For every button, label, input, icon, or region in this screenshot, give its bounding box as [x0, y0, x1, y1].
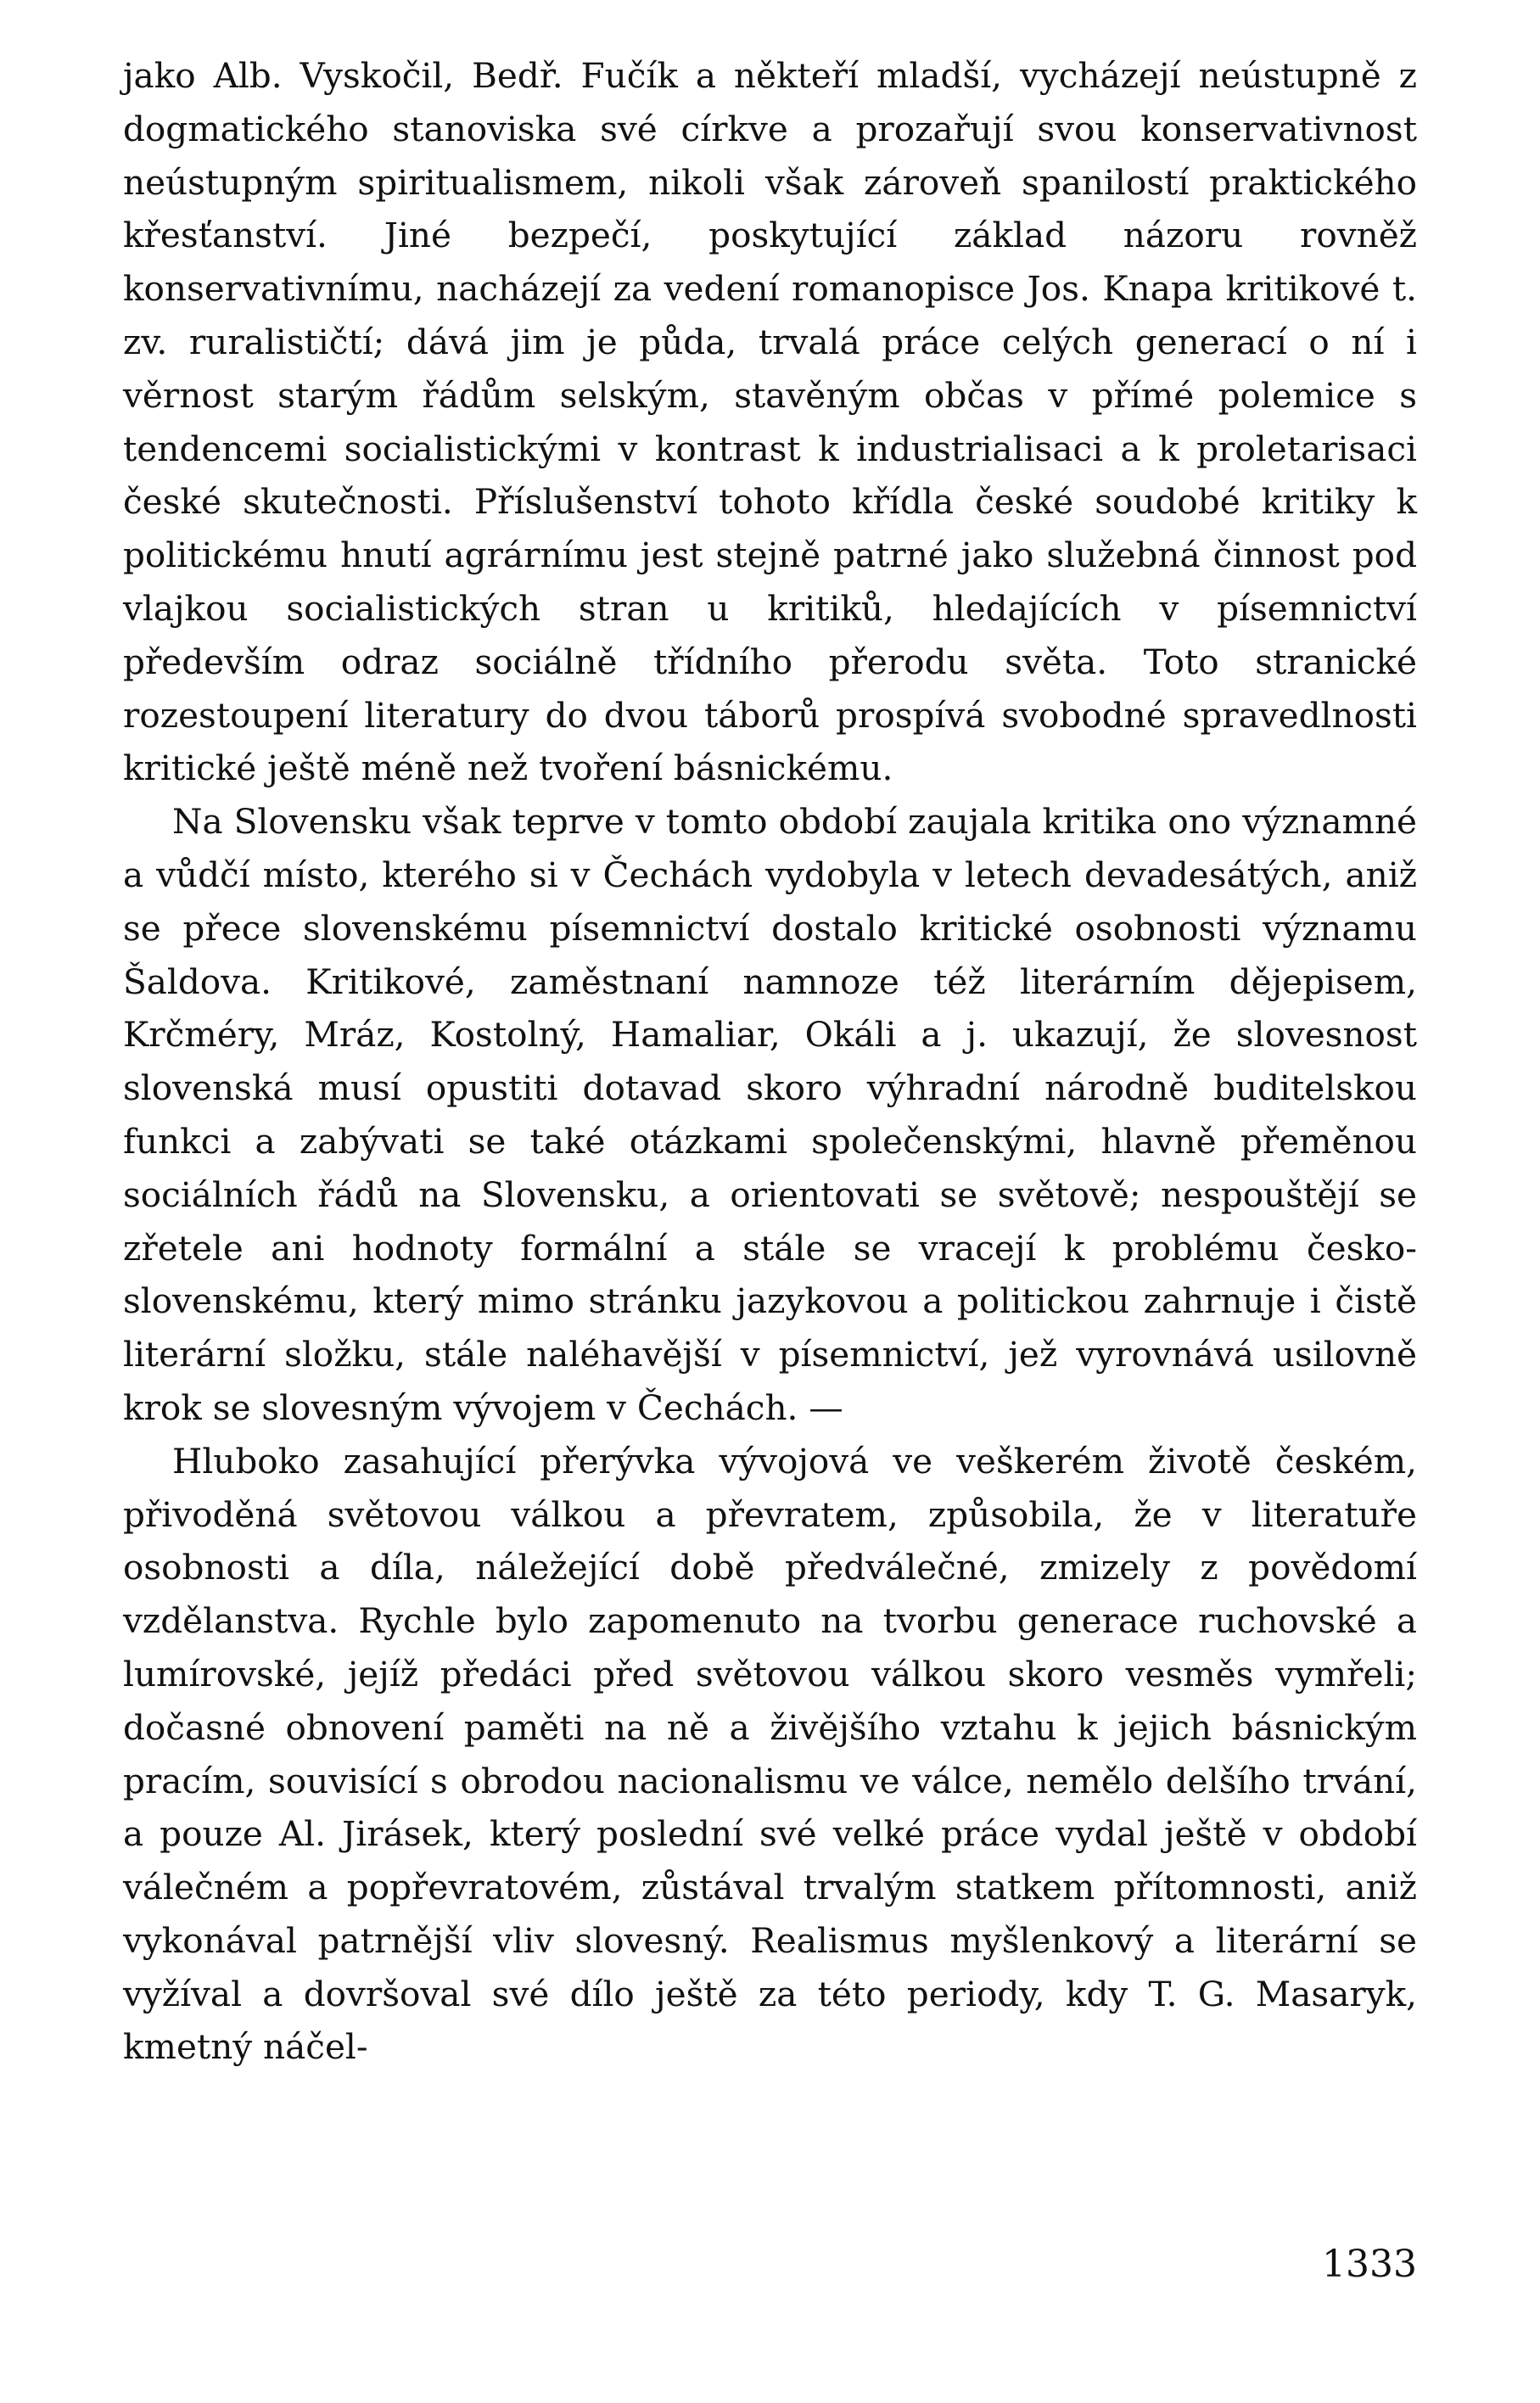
paragraph-1: jako Alb. Vyskočil, Bedř. Fučík a někteří mladší, vycházejí neústupně z dogmatického stanoviska své církve a prozařují svou konservativnost neústupným spiritualismem, nikoli však zároveň spanilostí praktického křesťanství. Jiné bezpečí, poskytující základ názoru rovněž konservativnímu, nacházejí za vedení romanopisce Jos. Knapa kritikové t. zv. ruralističtí; dává jim je půda, trvalá práce celých generací o ní i věrnost starým řádům selským, stavěným občas v přímé polemice s tendencemi socialistickými v kontrast k industrialisaci a k proletarisaci české skutečnosti. Příslušenství tohoto křídla české soudobé kritiky k politickému hnutí agrárnímu jest stejně patrné jako služebná činnost pod vlajkou socialistických stran u kritiků, hledajících v písemnictví především odraz sociálně třídního přerodu světa. Toto stranické rozestoupení literatury do dvou táborů prospívá svobodné spravedlnosti kritické ještě méně než tvoření básnickému. [123, 55, 1417, 789]
paragraph-3: Hluboko zasahující přerývka vývojová ve veškerém životě českém, přivoděná světovou válkou a převratem, způsobila, že v literatuře osobnosti a díla, náležející době předválečné, zmizely z povědomí vzdělanstva. Rychle bylo zapomenuto na tvorbu generace ruchovské a lumírovské, jejíž předáci před světovou válkou skoro vesměs vymřeli; dočasné obnovení paměti na ně a živějšího vztahu k jejich básnickým pracím, souvisící s obrodou nacionalismu ve válce, nemělo delšího trvání, a pouze Al. Jirásek, který poslední své velké práce vydal ještě v období válečném a popřevratovém, zůstával trvalým statkem přítomnosti, aniž vykonával patrnější vliv slovesný. Realismus myšlenkový a literární se vyžíval a dovršoval své dílo ještě za této periody, kdy T. G. Masaryk, kmetný náčel- [123, 1440, 1417, 2068]
document-page [123, 49, 1417, 2357]
body-text [123, 49, 1417, 2074]
page-number: 1333 [1322, 2243, 1417, 2286]
paragraph-2: Na Slovensku však teprve v tomto období zaujala kritika ono významné a vůdčí místo, kterého si v Čechách vydobyla v letech devadesátých, aniž se přece slovenskému písemnictví dostalo kritické osobnosti významu Šaldova. Kritikové, zaměstnaní namnoze též literárním dějepisem, Krčméry, Mráz, Kostolný, Hamaliar, Okáli a j. ukazují, že slovesnost slovenská musí opustiti dotavad skoro výhradní národně buditelskou funkci a zabývati se také otázkami společenskými, hlavně přeměnou sociálních řádů na Slovensku, a orientovati se světově; nespouštějí se zřetele ani hodnoty formální a stále se vracejí k problému česko-slovenskému, který mimo stránku jazykovou a politickou zahrnuje i čistě literární složku, stále naléhavější v písemnictví, jež vyrovnává usilovně krok se slovesným vývojem v Čechách. — [123, 801, 1417, 1428]
